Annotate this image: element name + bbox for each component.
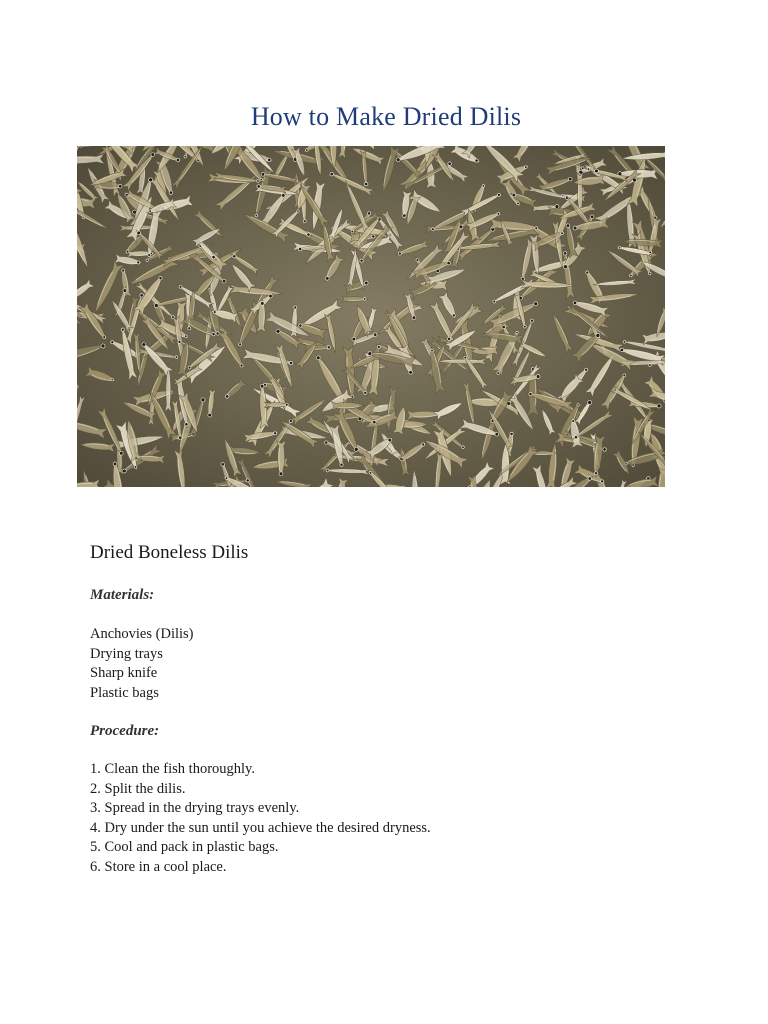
- procedure-step: 1. Clean the fish thoroughly.: [90, 761, 255, 777]
- document-body: [90, 540, 710, 877]
- procedure-step: 2. Split the dilis.: [90, 780, 186, 797]
- section-title: Dried Boneless Dilis: [90, 542, 249, 563]
- procedure-heading: Procedure:: [90, 723, 160, 739]
- procedure-step: 5. Cool and pack in plastic bags.: [90, 839, 279, 855]
- page-title: How to Make Dried Dilis: [250, 102, 522, 131]
- material-item: Sharp knife: [90, 665, 158, 681]
- material-item: Anchovies (Dilis): [90, 626, 194, 642]
- procedure-step: 3. Spread in the drying trays evenly.: [90, 800, 300, 816]
- material-item: Drying trays: [90, 645, 163, 662]
- procedure-step: 4. Dry under the sun until you achieve the desired dryness.: [90, 819, 431, 836]
- dried-fish-illustration: [77, 146, 665, 487]
- dried-fish-photo: [77, 146, 665, 487]
- material-item: Plastic bags: [90, 684, 159, 701]
- materials-heading: Materials:: [90, 587, 155, 603]
- procedure-step: 6. Store in a cool place.: [90, 858, 227, 875]
- procedure-list: [90, 760, 710, 877]
- materials-list: [90, 625, 710, 703]
